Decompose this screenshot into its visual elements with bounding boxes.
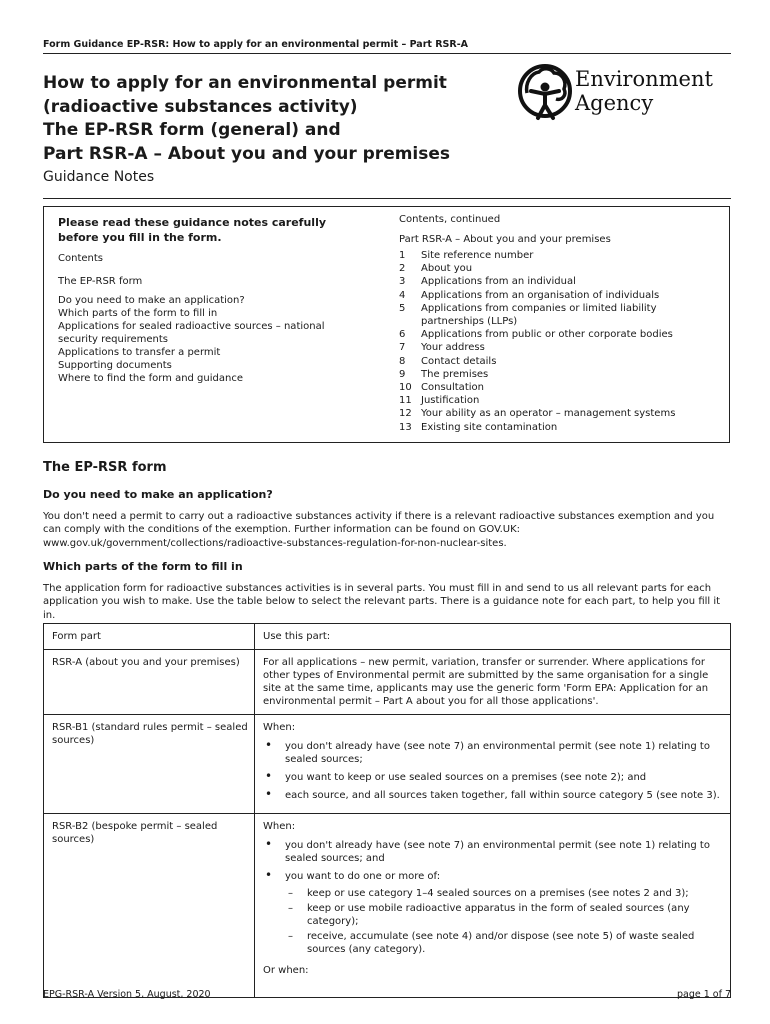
usage-lead: When: xyxy=(263,722,296,733)
read-notice: Please read these guidance notes carefully before you fill in the form. xyxy=(58,216,327,244)
contents-item[interactable]: Where to find the form and guidance xyxy=(58,373,243,384)
usage-cell: For all applications – new permit, variation, transfer or surrender. Where applications for other types of Environmental permit are submitted by the same organisation for a single site at the same time, applicants may use the generic form 'Form EPA: Application for an environmental permit – Part A about you for all those applications'. xyxy=(255,650,731,715)
contents-item[interactable]: 10 Consultation xyxy=(399,382,484,394)
contents-heading: Contents xyxy=(58,253,103,264)
contents-item[interactable]: Applications to transfer a permit xyxy=(58,347,221,358)
table-row xyxy=(44,715,731,814)
document-page xyxy=(43,0,731,1024)
which-parts-body: The application form for radioactive substances activities is in several parts. You must fill in and send to us all relevant parts for each application you wish to make. Use the table below to select the relevant parts. There is a guidance note for each part, to help you fill it in. xyxy=(43,583,721,621)
which-parts-heading: Which parts of the form to fill in xyxy=(43,560,243,573)
usage-cell xyxy=(255,715,731,814)
title-line: The EP-RSR form (general) and xyxy=(43,120,341,140)
contents-item[interactable]: Applications for sealed radioactive sources – national security requirements xyxy=(58,321,325,345)
logo-line-1: Environment xyxy=(575,67,713,91)
contents-left-column xyxy=(58,215,358,385)
table-header-cell: Use this part: xyxy=(255,624,731,650)
contents-item[interactable]: 1 Site reference number xyxy=(399,250,534,261)
bullet-list xyxy=(263,839,722,956)
table-row xyxy=(44,650,731,715)
dash-item: – keep or use mobile radioactive apparatus in the form of sealed sources (any category); xyxy=(285,902,722,928)
contents-item[interactable]: Do you need to make an application? xyxy=(58,295,245,306)
running-header: Form Guidance EP-RSR: How to apply for an environmental permit – Part RSR-A xyxy=(43,39,468,50)
dash-item: – receive, accumulate (see note 4) and/or dispose (see note 5) of waste sealed sources (any category). xyxy=(285,930,722,956)
table-header-row xyxy=(44,624,731,650)
contents-group-title: Part RSR-A – About you and your premises xyxy=(399,234,611,245)
usage-cell xyxy=(255,814,731,998)
contents-list xyxy=(58,294,358,385)
contents-item[interactable]: 11 Justification xyxy=(399,395,480,407)
table-row xyxy=(44,814,731,998)
environment-agency-logo xyxy=(517,63,729,123)
contents-continued-heading: Contents, continued xyxy=(399,214,501,225)
bullet-text: you want to do one or more of: xyxy=(285,871,441,882)
contents-box xyxy=(43,206,730,443)
need-application-heading: Do you need to make an application? xyxy=(43,488,273,501)
contents-group-title: The EP-RSR form xyxy=(58,276,143,287)
dash-item: – keep or use category 1–4 sealed sources on a premises (see notes 2 and 3); xyxy=(285,887,722,900)
dash-list xyxy=(285,887,722,956)
title-line: How to apply for an environmental permit xyxy=(43,73,447,93)
footer-page-number: page 1 of 7 xyxy=(676,989,731,1000)
form-part-cell: RSR-B2 (bespoke permit – sealed sources) xyxy=(44,814,255,998)
contents-item[interactable]: 2 About you xyxy=(399,263,473,275)
contents-item[interactable]: Supporting documents xyxy=(58,360,172,371)
form-parts-table xyxy=(43,623,731,998)
contents-numbered-list xyxy=(399,249,719,434)
contents-item[interactable]: 12 Your ability as an operator – management systems xyxy=(399,408,676,420)
usage-tail: Or when: xyxy=(263,965,309,976)
contents-right-column xyxy=(399,214,719,434)
form-part-cell: RSR-B1 (standard rules permit – sealed sources) xyxy=(44,715,255,814)
bullet-item xyxy=(263,870,722,956)
bullet-item: • you don't already have (see note 7) an environmental permit (see note 1) relating to sealed sources; and xyxy=(263,839,722,865)
document-subtitle: Guidance Notes xyxy=(43,169,155,185)
logo-line-2: Agency xyxy=(575,91,654,115)
section-title: The EP-RSR form xyxy=(43,460,167,475)
header-divider xyxy=(43,53,731,54)
contents-item[interactable]: 3 Applications from an individual xyxy=(399,276,576,288)
contents-item[interactable]: 8 Contact details xyxy=(399,355,497,367)
contents-item[interactable]: 7 Your address xyxy=(399,342,485,354)
bullet-item: • you don't already have (see note 7) an environmental permit (see note 1) relating to sealed sources; xyxy=(263,740,722,766)
title-line: (radioactive substances activity) xyxy=(43,96,358,117)
contents-item[interactable]: 5 Applications from companies or limited liability partnerships (LLPs) xyxy=(399,302,657,328)
bullet-list xyxy=(263,740,722,802)
logo-wordmark xyxy=(575,67,713,115)
usage-lead: When: xyxy=(263,821,296,832)
title-divider xyxy=(43,198,731,199)
table-header-cell: Form part xyxy=(44,624,255,650)
contents-item[interactable]: 4 Applications from an organisation of individuals xyxy=(399,289,660,301)
bullet-item: • you want to keep or use sealed sources on a premises (see note 2); and xyxy=(263,771,722,784)
footer-version: EPG-RSR-A Version 5, August, 2020 xyxy=(43,989,211,1000)
bullet-item: • each source, and all sources taken together, fall within source category 5 (see note 3). xyxy=(263,789,722,802)
contents-item[interactable]: 9 The premises xyxy=(399,368,489,380)
contents-item[interactable]: 6 Applications from public or other corporate bodies xyxy=(399,329,673,341)
environment-agency-logo-icon xyxy=(517,63,573,123)
form-part-cell: RSR-A (about you and your premises) xyxy=(44,650,255,715)
document-title xyxy=(43,72,483,166)
contents-item[interactable]: 13 Existing site contamination xyxy=(399,421,558,433)
need-application-body: You don't need a permit to carry out a radioactive substances activity if there is a relevant radioactive substances exemption and you can comply with the conditions of the exemption. Further information can be found on GOV.UK: www.gov.uk/government/collections/radioactive-substances-regulation-for-non-nuclear-sites. xyxy=(43,511,715,549)
title-line: Part RSR-A – About you and your premises xyxy=(43,143,451,164)
contents-item[interactable]: Which parts of the form to fill in xyxy=(58,308,218,319)
